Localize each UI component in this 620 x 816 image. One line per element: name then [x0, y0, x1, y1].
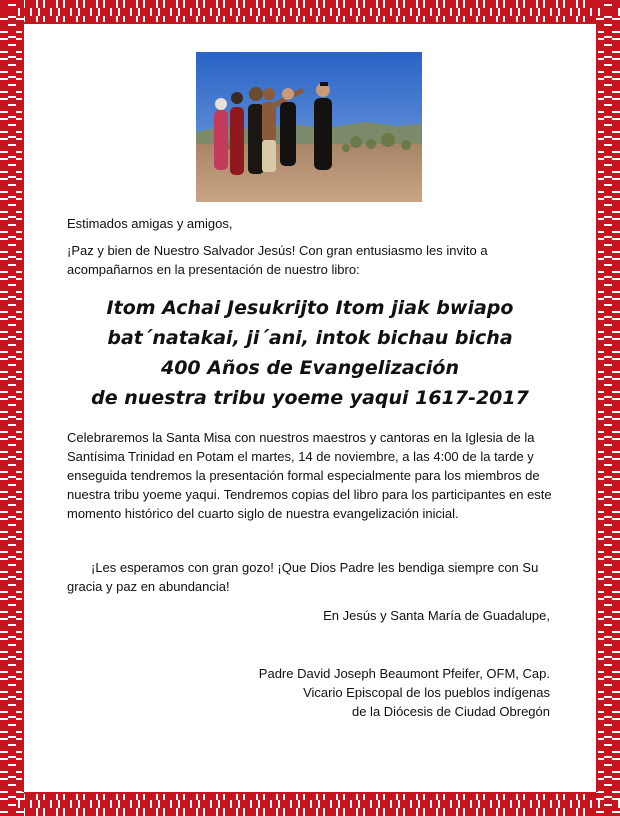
signature-diocese: de la Diócesis de Ciudad Obregón [351, 704, 550, 719]
greeting: Estimados amigas y amigos, [67, 216, 233, 231]
book-title [60, 293, 560, 413]
group-photo-illustration [196, 52, 422, 202]
blessing-paragraph [67, 558, 557, 596]
border-inner-right [596, 24, 598, 792]
border-pattern-top [0, 8, 620, 16]
border-inner-left [22, 24, 24, 792]
signature-block [130, 664, 550, 721]
signature-role: Vicario Episcopal de los pueblos indígenas [303, 685, 550, 700]
body-paragraph: Celebraremos la Santa Misa con nuestros maestros y cantoras en la Iglesia de la Santísima Trinidad en Potam el martes, 14 de noviembre, a las 4:00 de la tarde y enseguida tendremos la presentación formal especialmente para los miembros de nuestra tribu yoeme yaqui. Tendremos copias del libro para los participantes en este momento histórico del cuarto siglo de nuestra evangelización inicial. [67, 430, 552, 521]
blessing-text: ¡Les esperamos con gran gozo! ¡Que Dios Padre les bendiga siempre con Su gracia y paz en abundancia! [67, 560, 539, 594]
group-photo [196, 52, 422, 202]
ground [196, 144, 422, 202]
border-pattern-right [604, 0, 612, 816]
closing-line: En Jesús y Santa María de Guadalupe, [323, 608, 550, 623]
intro-paragraph: ¡Paz y bien de Nuestro Salvador Jesús! Con gran entusiasmo les invito a acompañarnos en la presentación de nuestro libro: [67, 243, 488, 277]
book-title-line-1: Itom Achai Jesukrijto Itom jiak bwiapo [106, 297, 514, 319]
book-title-line-3: 400 Años de Evangelización [160, 357, 460, 379]
border-pattern-left [8, 0, 16, 816]
border-inner-bottom [24, 792, 596, 794]
signature-name: Padre David Joseph Beaumont Pfeifer, OFM, Cap. [258, 666, 550, 681]
border-pattern-bottom [0, 800, 620, 808]
border-inner-top [24, 22, 596, 24]
book-title-line-4: de nuestra tribu yoeme yaqui 1617-2017 [91, 387, 529, 409]
book-title-line-2: bat´natakai, ji´ani, intok bichau bicha [107, 327, 513, 349]
